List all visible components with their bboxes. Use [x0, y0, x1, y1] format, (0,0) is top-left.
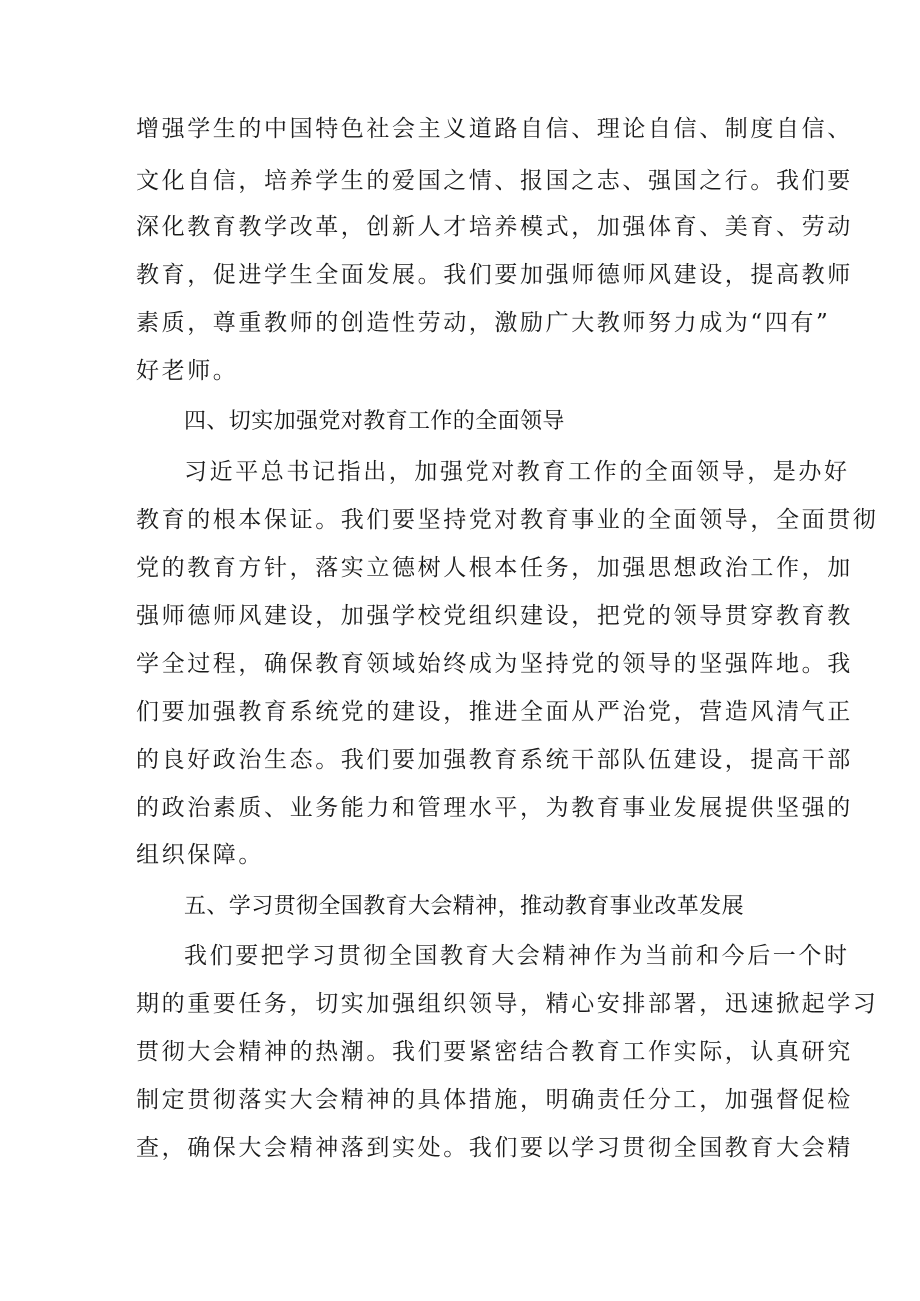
paragraph-line: 习近平总书记指出，加强党对教育工作的全面领导，是办好: [184, 459, 850, 485]
paragraph-line: 党的教育方针，落实立德树人根本任务，加强思想政治工作，加: [136, 555, 853, 581]
section-heading: 四、切实加强党对教育工作的全面领导: [184, 409, 565, 434]
paragraph-line: 教育，促进学生全面发展。我们要加强师德师风建设，提高教师: [136, 262, 853, 288]
paragraph-line: 查，确保大会精神落到实处。我们要以学习贯彻全国教育大会精: [136, 1135, 853, 1161]
paragraph-line: 深化教育教学改革，创新人才培养模式，加强体育、美育、劳动: [136, 214, 853, 240]
paragraph-line: 的良好政治生态。我们要加强教育系统干部队伍建设，提高干部: [136, 747, 853, 773]
paragraph-line: 教育的根本保证。我们要坚持党对教育事业的全面领导，全面贯彻: [136, 507, 879, 533]
paragraph-line: 素质，尊重教师的创造性劳动，激励广大教师努力成为“四有”: [136, 310, 831, 336]
paragraph-line: 增强学生的中国特色社会主义道路自信、理论自信、制度自信、: [136, 116, 853, 142]
paragraph-line: 贯彻大会精神的热潮。我们要紧密结合教育工作实际，认真研究: [136, 1039, 853, 1065]
paragraph-line: 我们要把学习贯彻全国教育大会精神作为当前和今后一个时: [184, 943, 850, 969]
paragraph-line: 们要加强教育系统党的建设，推进全面从严治党，营造风清气正: [136, 699, 853, 725]
paragraph-line: 学全过程，确保教育领域始终成为坚持党的领导的坚强阵地。我: [136, 651, 853, 677]
paragraph-line: 强师德师风建设，加强学校党组织建设，把党的领导贯穿教育教: [136, 603, 853, 629]
paragraph-line: 制定贯彻落实大会精神的具体措施，明确责任分工，加强督促检: [136, 1087, 853, 1113]
paragraph-line: 的政治素质、业务能力和管理水平，为教育事业发展提供坚强的: [136, 795, 853, 821]
section-heading: 五、学习贯彻全国教育大会精神，推动教育事业改革发展: [184, 894, 745, 919]
paragraph-line: 文化自信，培养学生的爱国之情、报国之志、强国之行。我们要: [136, 168, 853, 194]
paragraph-line: 好老师。: [136, 358, 239, 384]
paragraph-line: 组织保障。: [136, 842, 264, 868]
paragraph-line: 期的重要任务，切实加强组织领导，精心安排部署，迅速掀起学习: [136, 991, 879, 1017]
